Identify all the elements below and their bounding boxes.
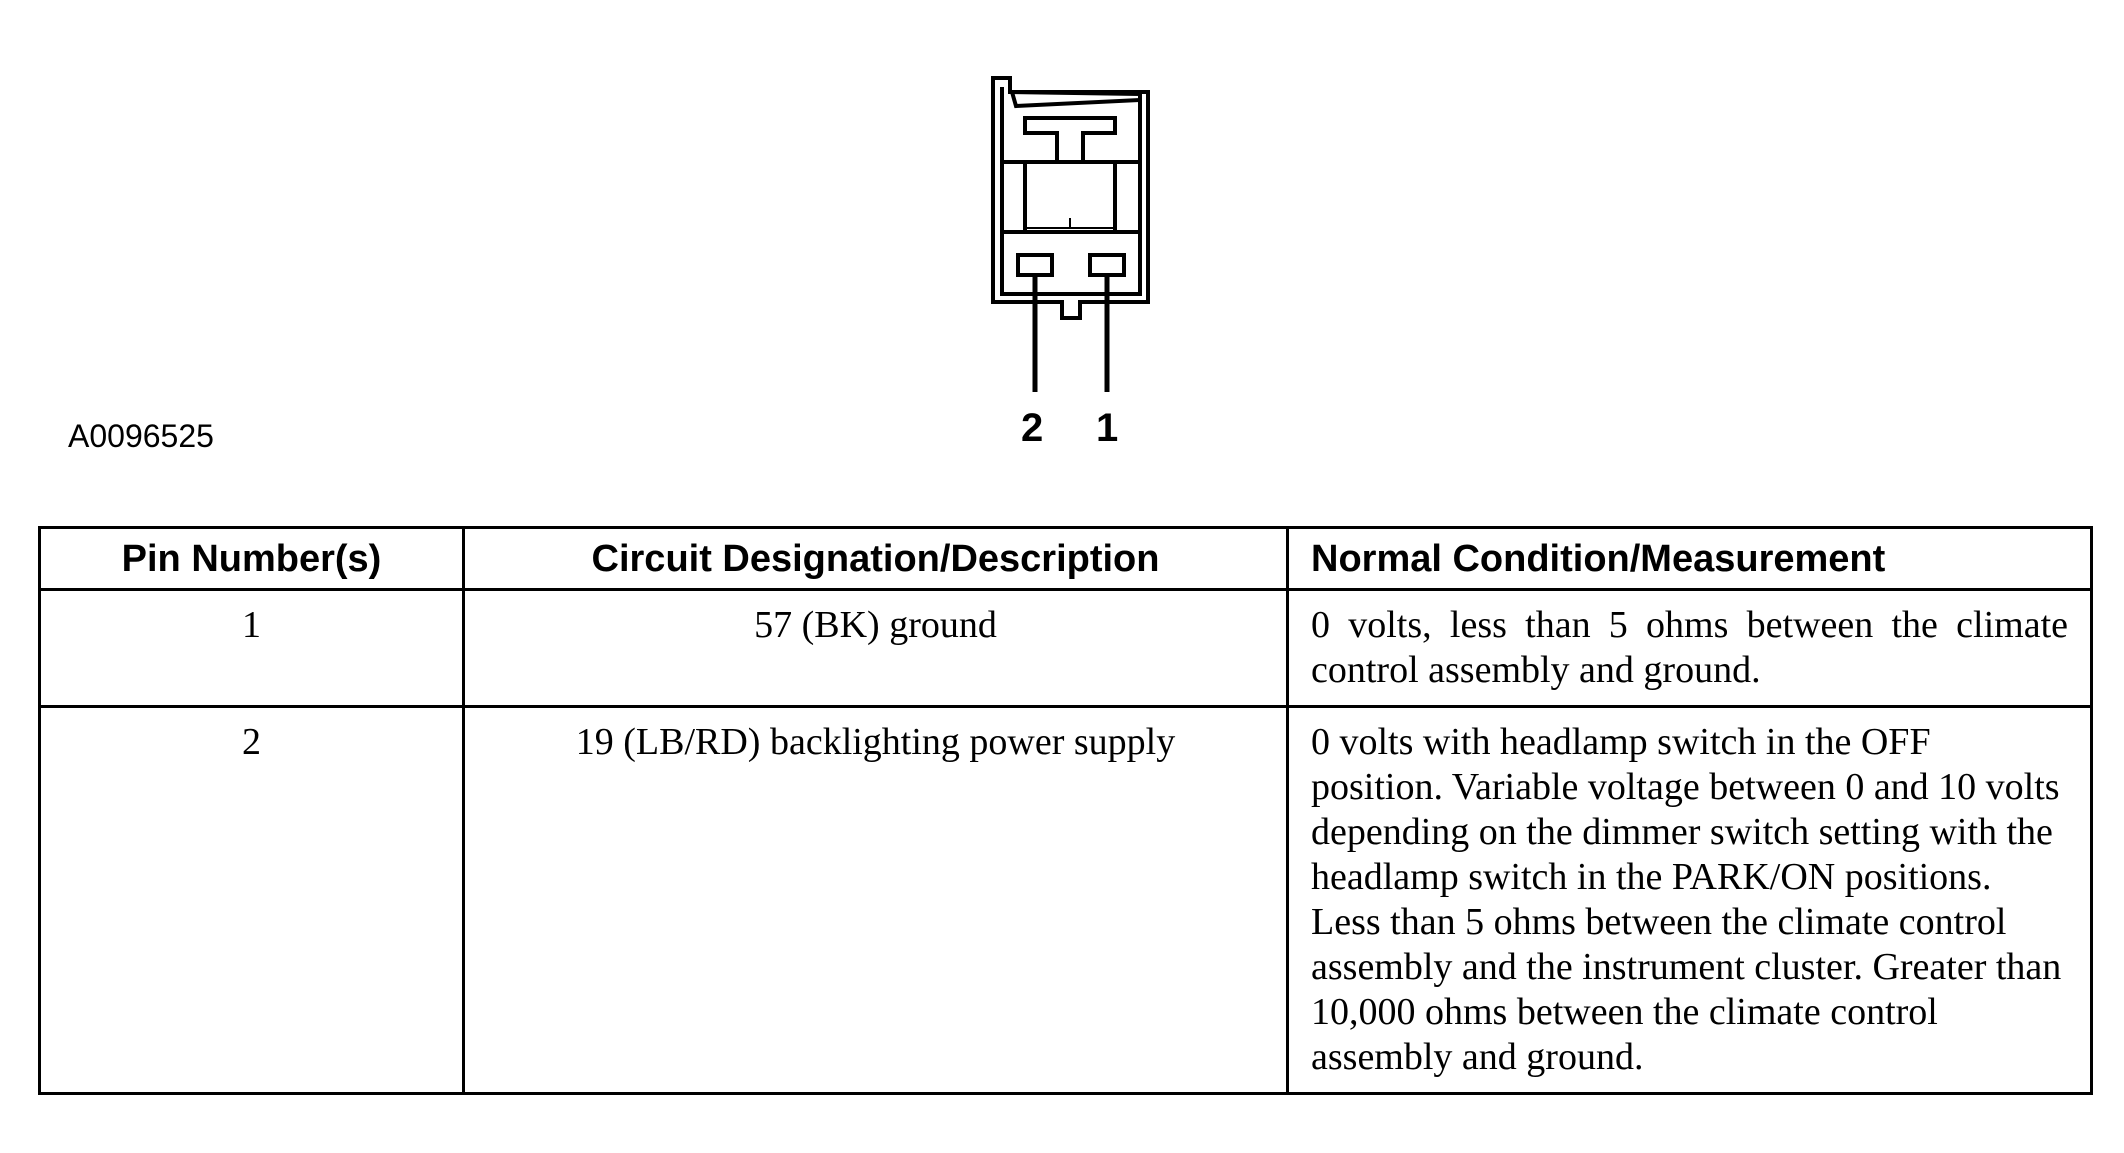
pin-cell: 1 — [40, 590, 464, 707]
pin-label-1: 1 — [1096, 406, 1119, 450]
table-header-row — [40, 528, 2092, 590]
condition-cell: 0 volts, less than 5 ohms between the climate control assembly and ground. — [1288, 590, 2092, 707]
pin-cell: 2 — [40, 707, 464, 1094]
pin-label-2: 2 — [1021, 406, 1044, 450]
header-condition: Normal Condition/Measurement — [1288, 528, 2092, 590]
table-row — [40, 707, 2092, 1094]
pinout-table — [38, 526, 2093, 1095]
header-circuit: Circuit Designation/Description — [464, 528, 1288, 590]
circuit-cell: 57 (BK) ground — [464, 590, 1288, 707]
figure-id: A0096525 — [68, 418, 214, 454]
table-row — [40, 590, 2092, 707]
connector-figure — [0, 0, 2124, 480]
circuit-cell: 19 (LB/RD) backlighting power supply — [464, 707, 1288, 1094]
condition-cell: 0 volts with headlamp switch in the OFF position. Variable voltage between 0 and 10 volts depending on the dimmer switch setting with the headlamp switch in the PARK/ON positions. Less than 5 ohms between the climate control assembly and the instrument cluster. Greater than 10,000 ohms between the climate control assembly and ground. — [1288, 707, 2092, 1094]
header-pin-number: Pin Number(s) — [40, 528, 464, 590]
connector-icon — [0, 0, 2124, 480]
